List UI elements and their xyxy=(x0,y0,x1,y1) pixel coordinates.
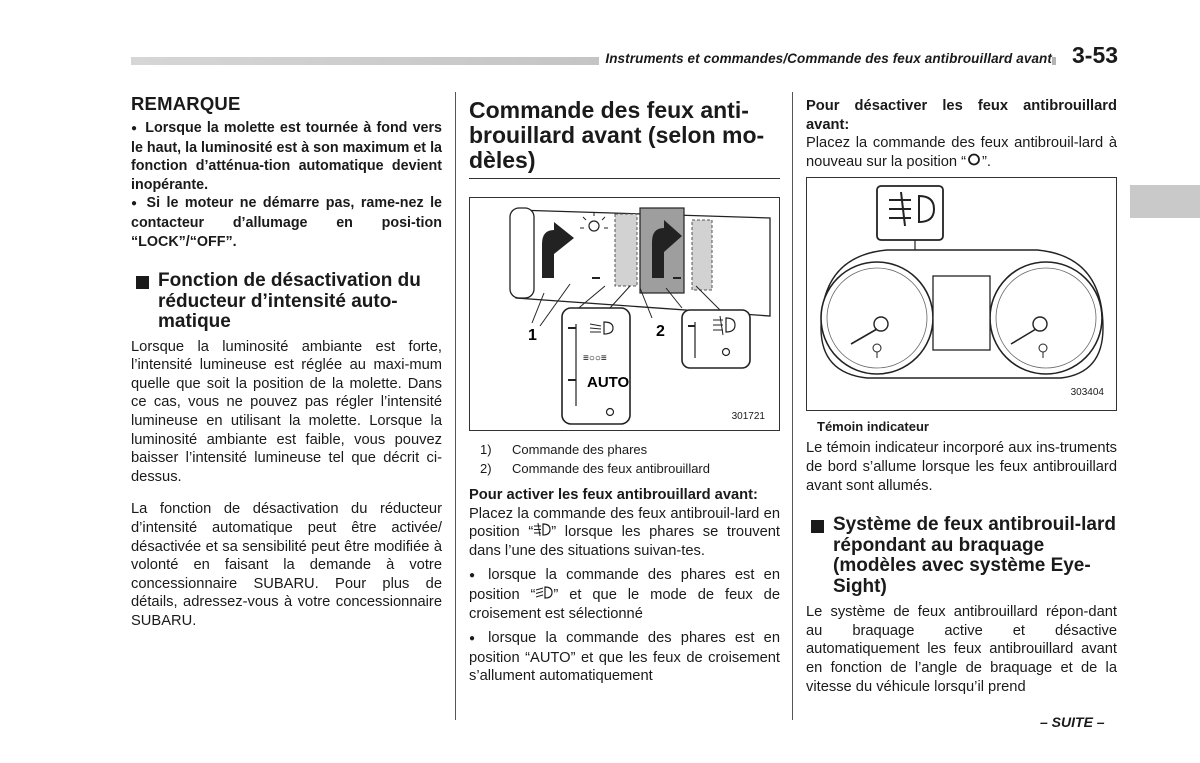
note-item: ● Si le moteur ne démarre pas, rame-nez le contacteur d’allumage en posi-tion “LOCK”/“OFF”. xyxy=(131,195,442,250)
square-bullet-icon xyxy=(136,276,149,289)
chapter-heading: Commande des feux anti-brouillard avant (selon mo-dèles) xyxy=(469,98,780,179)
activate-heading: Pour activer les feux antibrouillard avant: xyxy=(469,487,758,503)
section-heading-steering-fog: Système de feux antibrouil-lard répondant au braquage (modèles avec système Eye-Sight) xyxy=(806,515,1117,597)
paragraph: Le système de feux antibrouillard répon-dant au braquage active et désactive automatiquement les feux antibrouillard avant en fonction de l’angle de braquage et de la vitesse du véhicule lorsqu’il prend xyxy=(806,604,1117,695)
bullet-icon: ● xyxy=(131,123,139,134)
activate-paragraph: Placez la commande des feux antibrouil-lard en position “ ” lorsque les phares se trouvent dans l’une des situations suivan-tes. xyxy=(469,505,780,559)
paragraph: La fonction de désactivation du réducteur d’intensité automatique peut être activée/ désactivée et sa sensibilité peut être modifiée à volonté en faisant la demande à votre concessionnaire SUBARU. Pour plus de détails, adressez-vous à votre concessionnaire SUBARU. xyxy=(131,501,442,629)
continued-marker: – SUITE – xyxy=(1040,714,1105,730)
chapter-thumb-tab xyxy=(1130,185,1200,218)
instrument-cluster-illustration xyxy=(807,178,1116,410)
paragraph: Lorsque la luminosité ambiante est forte, l’intensité lumineuse est réglée au maxi-mum quelle que soit la position de la molette. Dans ce cas, vous ne pouvez pas régler l’intensité lumineuse en utilisant la molette. Lorsque la luminosité ambiante est faible, vous pouvez baisser l’intensité lumineuse tel que décrit ci-dessus. xyxy=(131,338,442,485)
section-heading-dimmer: Fonction de désactivation du réducteur d’intensité auto-matique xyxy=(131,271,442,333)
column-divider-2 xyxy=(792,92,793,720)
figure-code: 301721 xyxy=(731,411,765,422)
callout-2: 2 xyxy=(656,323,665,340)
caption-item: 1) Commande des phares xyxy=(480,442,648,457)
column-left xyxy=(131,93,442,631)
figure-caption-list xyxy=(469,441,780,478)
bullet-icon: ● xyxy=(131,198,140,210)
off-position-icon xyxy=(966,153,982,166)
svg-text:≡○○≡: ≡○○≡ xyxy=(583,353,607,364)
note-item: ● Lorsque la molette est tournée à fond vers le haut, la luminosité est à son maximum et la fonction d’atténua-tion automatique devient inopérante. xyxy=(131,120,443,193)
figure-instrument-cluster xyxy=(806,177,1117,411)
combination-switch-illustration xyxy=(470,198,779,430)
callout-1: 1 xyxy=(528,327,537,344)
deactivate-heading: Pour désactiver les feux antibrouillard avant: xyxy=(806,98,1117,133)
deactivate-paragraph: Placez la commande des feux antibrouil-lard à nouveau sur la position “ ”. xyxy=(806,135,1117,170)
square-bullet-icon xyxy=(811,520,824,533)
figure-code: 303404 xyxy=(1070,387,1104,399)
column-middle xyxy=(469,98,780,686)
column-right xyxy=(806,97,1117,696)
bullet-icon: ● xyxy=(469,570,481,582)
bullet-item: ● lorsque la commande des phares est en position “ ” et que le mode de feux de croisement est sélectionné xyxy=(469,567,780,622)
figure-combination-switch xyxy=(469,197,780,431)
fog-light-icon xyxy=(533,523,551,536)
bullet-item: ● lorsque la commande des phares est en position “AUTO” et que les feux de croisement s’allument automatiquement xyxy=(469,630,780,685)
remarque-title: REMARQUE xyxy=(131,93,241,114)
page-number: 3-53 xyxy=(1072,42,1119,68)
bullet-icon: ● xyxy=(469,633,481,645)
running-header: Instruments et commandes/Commande des feux antibrouillard avant xyxy=(599,51,1052,66)
caption-item: 2) Commande des feux antibrouillard xyxy=(480,460,710,476)
figure-caption: Témoin indicateur xyxy=(817,419,929,435)
auto-label: AUTO xyxy=(587,374,630,391)
column-divider-1 xyxy=(455,92,456,720)
low-beam-icon xyxy=(535,586,553,599)
indicator-paragraph: Le témoin indicateur incorporé aux ins-truments de bord s’allume lorsque les feux antibrouillard avant sont allumés. xyxy=(806,440,1117,494)
